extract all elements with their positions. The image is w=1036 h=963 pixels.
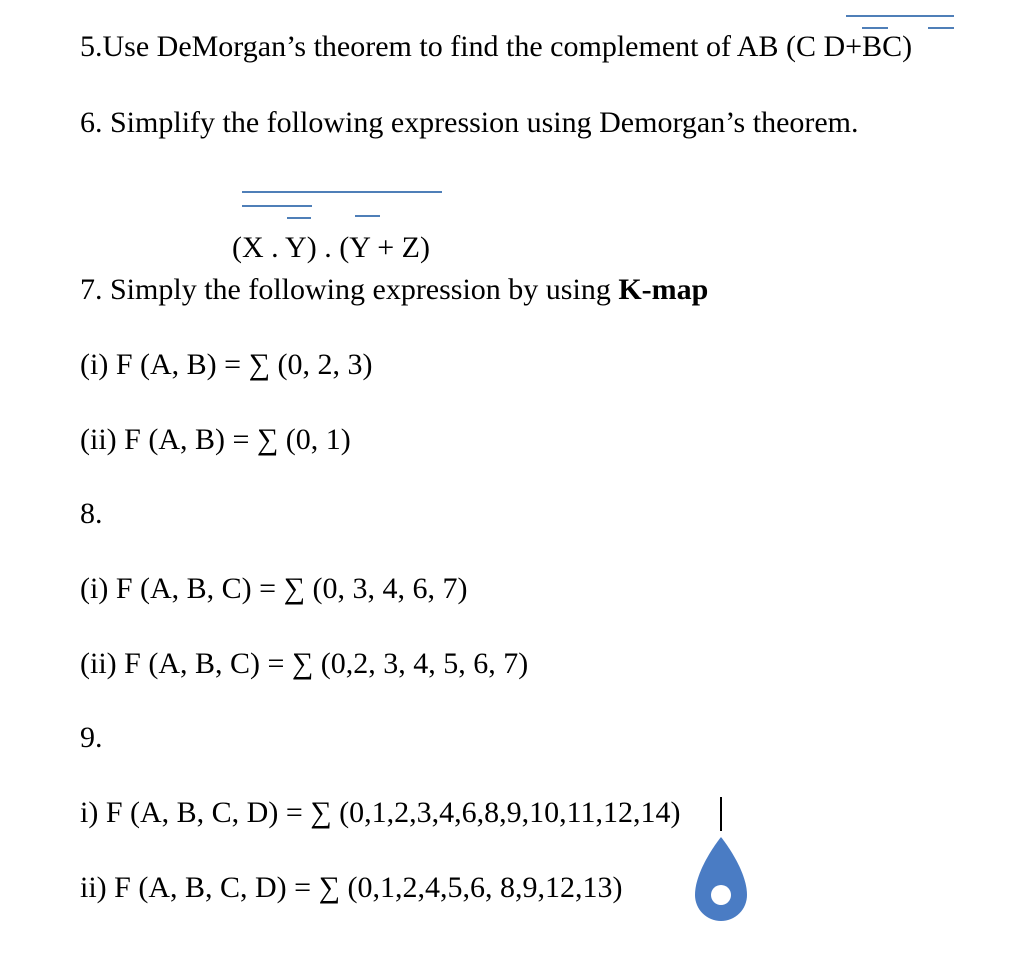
overline-y: [287, 217, 311, 219]
question-5: 5.Use DeMorgan’s theorem to find the complement of AB (C D+BC): [80, 30, 913, 63]
text-cursor: [720, 797, 722, 831]
demorgan-expression: (X . Y) . (Y + Z): [232, 231, 430, 264]
question-7-part-i: (i) F (A, B) = ∑ (0, 2, 3): [80, 348, 373, 381]
overline-c: [862, 27, 888, 29]
question-9-label: 9.: [80, 721, 103, 754]
question-8-part-i: (i) F (A, B, C) = ∑ (0, 3, 4, 6, 7): [80, 572, 468, 605]
kmap-keyword: K-map: [618, 273, 709, 306]
question-7-text: 7. Simply the following expression by using: [80, 273, 619, 306]
question-6: 6. Simplify the following expression using Demorgan’s theorem.: [80, 106, 859, 139]
question-8-label: 8.: [80, 497, 103, 530]
question-7-part-ii: (ii) F (A, B) = ∑ (0, 1): [80, 423, 351, 456]
question-9-part-i: i) F (A, B, C, D) = ∑ (0,1,2,3,4,6,8,9,10,11,12,14): [80, 796, 681, 829]
question-7: [80, 272, 708, 308]
overline-xy: [242, 205, 312, 207]
overline-z: [355, 215, 380, 217]
overline-b: [928, 27, 954, 29]
overline-cd-bc: [846, 15, 954, 17]
overline-whole-expression: [242, 191, 442, 193]
teardrop-selection-handle-icon[interactable]: [692, 835, 750, 925]
question-8-part-ii: (ii) F (A, B, C) = ∑ (0,2, 3, 4, 5, 6, 7): [80, 647, 529, 680]
question-9-part-ii: ii) F (A, B, C, D) = ∑ (0,1,2,4,5,6, 8,9,12,13): [80, 871, 623, 904]
